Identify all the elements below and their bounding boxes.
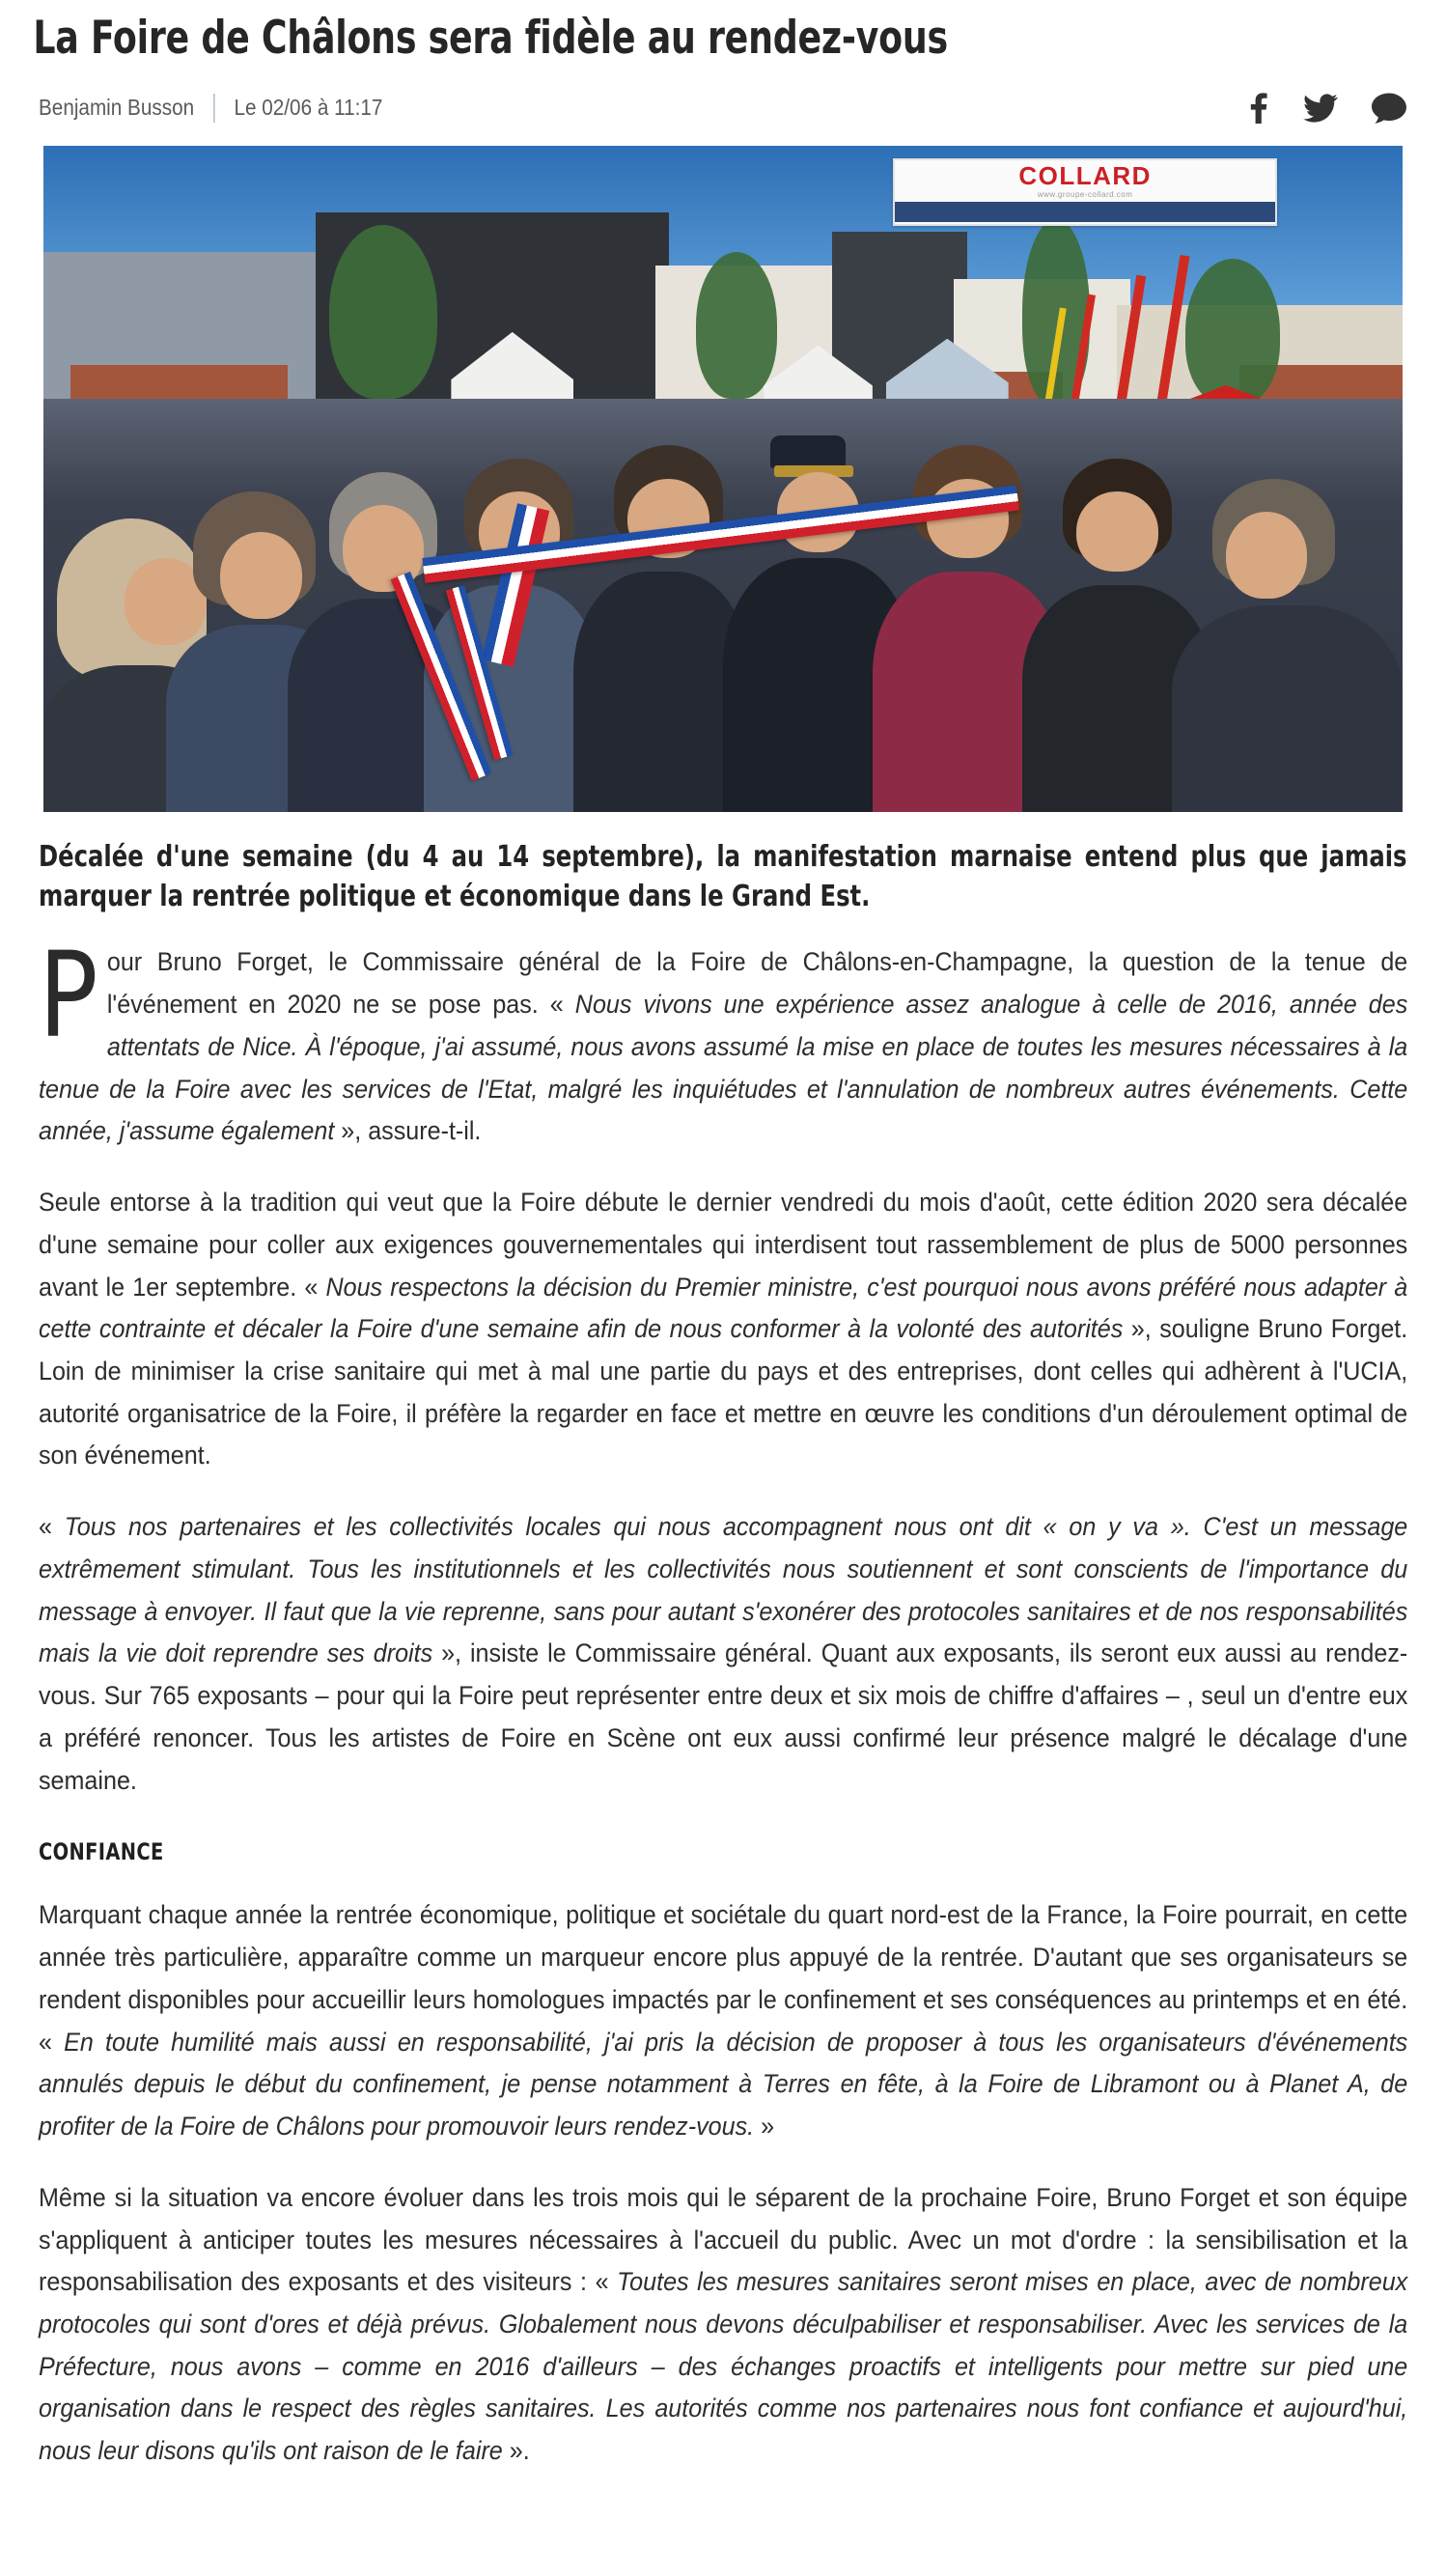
collard-banner-bar (895, 202, 1275, 222)
person-head (220, 532, 301, 619)
roof (70, 365, 288, 399)
publish-date: Le 02/06 à 11:17 (234, 95, 383, 121)
facebook-icon (1245, 92, 1270, 125)
twitter-icon (1303, 92, 1338, 125)
person-body (1172, 605, 1403, 812)
paragraph: Marquant chaque année la rentrée économique, politique et sociétale du quart nord-est de la France, la Foire pourrait, en cette année très particulière, apparaître comme un marqueur encore plus appuyé de la rentrée. D'autant que ses organisateurs se rendent disponibles pour accueillir leurs homologues impactés par le confinement et ses conséquences au printemps et en été. « En toute humilité mais aussi en responsabilité, j'ai pris la décision de proposer à tous les organisateurs d'événements annulés depuis le début du confinement, je pense notamment à Terres en fête, à la Foire de Libramont ou à Planet A, de profiter de la Foire de Châlons pour promouvoir leurs rendez-vous. » (39, 1900, 1408, 2142)
paragraph: Pour Bruno Forget, le Commissaire général de la Foire de Châlons-en-Champagne, la question de la tenue de l'événement en 2020 ne se pose pas. « Nous vivons une expérience assez analogue à celle de 2016, année des attentats de Nice. À l'époque, j'ai assumé, nous avons assumé la mise en place de toutes les mesures nécessaires à la tenue de la Foire avec les services de l'Etat, malgré les inquiétudes et l'annulation de nombreux autres événements. Cette année, j'assume également », assure-t-il. (39, 927, 1408, 1146)
collard-banner (893, 158, 1277, 226)
person-head (1076, 491, 1157, 572)
byline (0, 65, 1446, 125)
tree (1185, 259, 1281, 406)
person-head (1226, 512, 1307, 599)
paragraph: Seule entorse à la tradition qui veut que la Foire débute le dernier vendredi du mois d'août, cette édition 2020 sera décalée d'une semaine pour coller aux exigences gouvernementales qui interdisent tout rassemblement de plus de 5000 personnes avant le 1er septembre. « Nous respectons la décision du Premier ministre, c'est pourquoi nous avons préféré nous adapter à cette contrainte et décaler la Foire d'une semaine afin de nous conformer à la volonté des autorités », souligne Bruno Forget. Loin de minimiser la crise sanitaire qui met à mal une partie du pays et des entreprises, dont celles qui adhèrent à l'UCIA, autorité organisatrice de la Foire, il préfère la regarder en face et mettre en œuvre les conditions d'un déroulement optimal de son événement. (39, 1188, 1408, 1470)
collard-banner-url: www.groupe-collard.com (1037, 189, 1133, 199)
comment-button[interactable] (1371, 92, 1407, 125)
twitter-share-button[interactable] (1303, 92, 1338, 125)
page-title: La Foire de Châlons sera fidèle au rendez-vous (33, 12, 948, 65)
byline-meta (39, 94, 382, 123)
section-subheading: CONFIANCE (39, 1838, 164, 1866)
share-bar (1245, 92, 1407, 125)
author-name: Benjamin Busson (39, 95, 195, 121)
article-body (39, 927, 1408, 2473)
tree (329, 225, 438, 398)
facebook-share-button[interactable] (1245, 92, 1270, 125)
paragraph: Même si la situation va encore évoluer dans les trois mois qui le séparent de la prochaine Foire, Bruno Forget et son équipe s'appliquent à anticiper toutes les mesures nécessaires à l'accueil du public. Avec un mot d'ordre : la sensibilisation et la responsabilisation des exposants et des visiteurs : « Toutes les mesures sanitaires seront mises en place, avec de nombreux protocoles qui sont d'ores et déjà prévus. Globalement nous devons déculpabiliser et responsabiliser. Avec les services de la Préfecture, nous avons – comme en 2016 d'ailleurs – des échanges proactifs et intelligents pour mettre sur pied une organisation dans le respect des règles sanitaires. Les autorités comme nos partenaires nous font confiance et aujourd'hui, nous leur disons qu'ils ont raison de le faire ». (39, 2182, 1408, 2466)
paragraph: « Tous nos partenaires et les collectivités locales qui nous accompagnent nous ont dit « on y va ». C'est un message extrêmement stimulant. Tous les institutionnels et les collectivités nous soutiennent et sont conscients de l'importance du message à envoyer. Il faut que la vie reprenne, sans pour autant s'exonérer des protocoles sanitaires et de nos responsabilités mais la vie doit reprendre ses droits », insiste le Commissaire général. Quant aux exposants, ils seront eux aussi au rendez-vous. Sur 765 exposants – pour qui la Foire peut représenter entre deux et six mois de chiffre d'affaires – , seul un d'entre eux a préféré renoncer. Tous les artistes de Foire en Scène ont eux aussi confirmé leur présence malgré le décalage d'une semaine. (39, 1512, 1408, 1795)
collard-banner-text: COLLARD (1018, 160, 1152, 190)
prefect-kepi-icon (770, 435, 846, 468)
comment-bubble-icon (1371, 92, 1407, 125)
byline-divider (213, 94, 215, 123)
tree (696, 252, 777, 399)
article-standfirst: Décalée d'une semaine (du 4 au 14 septembre), la manifestation marnaise entend plus que jamais marquer la rentrée politique et économique dans le Grand Est. (39, 839, 1407, 914)
photo-scene (43, 146, 1403, 812)
article-photo (43, 146, 1403, 812)
